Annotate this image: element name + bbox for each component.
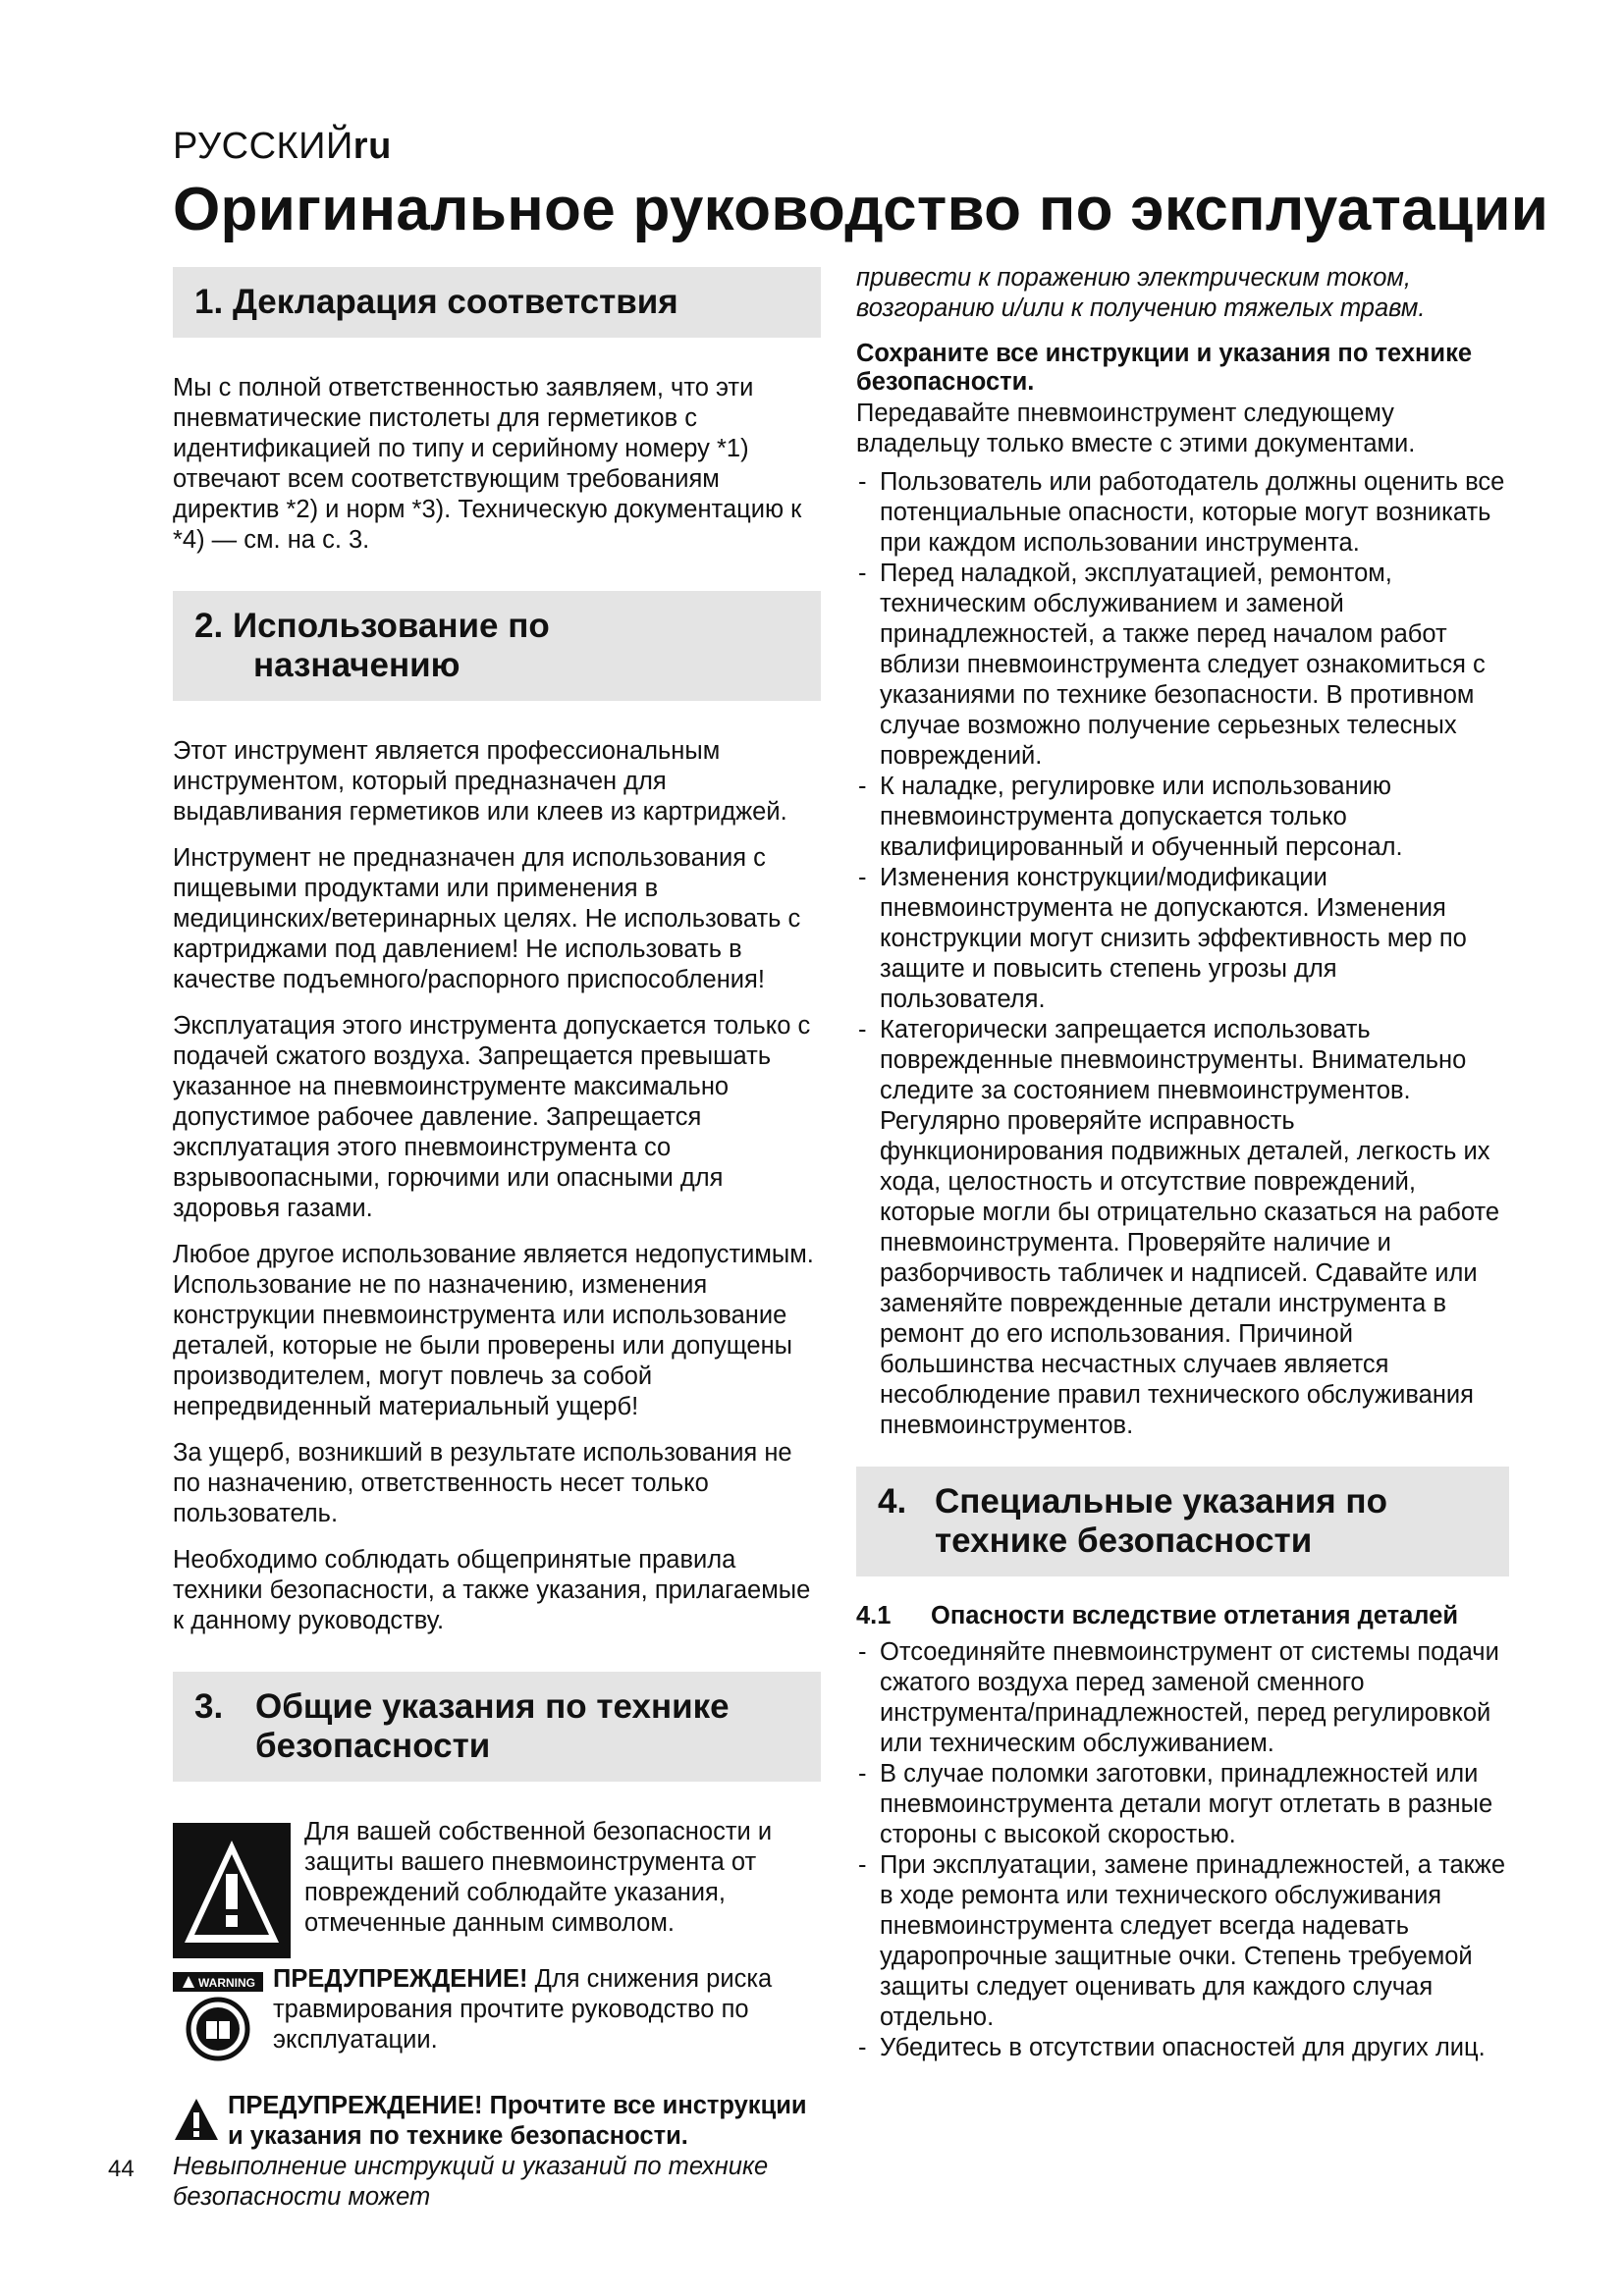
language-label: РУССКИЙ (173, 126, 353, 167)
subsection-title: Опасности вследствие отлетания деталей (931, 1602, 1459, 1629)
list-item: - При эксплуатации, замене принадлежностей, а также в ходе ремонта или технического обслуживания пневмоинструмента следует всегда надевать ударопрочные защитные очки. Степень требуемой защиты следует оценивать для каждого случая отдельно. (856, 1850, 1509, 2033)
warning-body: Для снижения риска травмирования прочтите руководство по эксплуатации. (273, 1965, 773, 2054)
warning-bold: ПРЕДУПРЕЖДЕНИЕ! (273, 1965, 528, 1993)
subsection-number: 4.1 (856, 1602, 892, 1629)
warning-triangle-icon (173, 2097, 220, 2142)
list-item: - Пользователь или работодатель должны оценить все потенциальные опасности, которые могут возникать при каждом использовании инструмента. (856, 467, 1509, 559)
section-title: Общие указания по технике безопасности (255, 1687, 730, 1765)
section-2-heading (173, 591, 821, 701)
symbol-explanation: Для вашей собственной безопасности и защиты вашего пневмоинструмента от повреждений соблюдайте указания, отмеченные данным символом. (304, 1818, 773, 1937)
section-number: 4. (878, 1482, 907, 1521)
warning-continuation: привести к поражению электрическим током, возгоранию и/или к получению тяжелых травм. (856, 264, 1426, 322)
section-title-line1: Использование по (232, 607, 550, 645)
page-number: 44 (108, 2156, 135, 2182)
paragraph: Любое другое использование является недопустимым. Использование не по назначению, изменения конструкции пневмоинструмента или использование деталей, которые не были проверены или допущены производителем, могут повлечь за собой непредвиденный материальный ущерб! (173, 1241, 814, 1420)
section-number: 1. (194, 283, 224, 321)
read-manual-warning (173, 1964, 821, 2071)
section-number: 2. (194, 607, 224, 645)
list-item: - К наладке, регулировке или использованию пневмоинструмента допускается только квалифицированный и обученный персонал. (856, 772, 1509, 863)
safety-symbol-note (173, 1817, 821, 1958)
paragraph: Инструмент не предназначен для использования с пищевыми продуктами или применения в медицинских/ветеринарных целях. Не использовать с картриджами под давлением! Не использовать в качестве подъемного/распорного приспособления! (173, 844, 801, 993)
warning-bold: ПРЕДУПРЕЖДЕНИЕ! Прочтите все инструкции и указания по технике безопасности. (228, 2092, 807, 2150)
subsection-4-1-heading (856, 1602, 1509, 1629)
paragraph: Этот инструмент является профессиональным инструментом, который предназначен для выдавливания герметиков или клеев из картриджей. (173, 737, 787, 826)
section-1-heading (173, 267, 821, 338)
list-item: - Перед наладкой, эксплуатацией, ремонтом, техническим обслуживанием и заменой принадлежностей, а также перед началом работ вблизи пневмоинструмента следует ознакомиться с указаниями по технике безопасности. В противном случае возможно получение серьезных телесных повреждений. (856, 559, 1509, 772)
language-header (173, 126, 392, 168)
warning-label: WARNING (198, 1976, 255, 1990)
section-number: 3. (194, 1687, 224, 1726)
list-item: - В случае поломки заготовки, принадлежностей или пневмоинструмента детали могут отлетать в разные стороны с высокой скоростью. (856, 1759, 1509, 1850)
warning-text (173, 1964, 821, 2056)
section-3-heading (173, 1672, 821, 1782)
read-manual-icon (173, 1972, 263, 2062)
section-4-heading (856, 1467, 1509, 1576)
safety-list (856, 467, 1509, 1441)
paragraph: Эксплуатация этого инструмента допускается только с подачей сжатого воздуха. Запрещается превышать указанное на пневмоинструменте максимально допустимое рабочее давление. Запрещается эксплуатация этого пневмоинструмента со взрывоопасными, горючими или опасными для здоровья газами. (173, 1012, 811, 1222)
left-column (173, 267, 821, 2228)
keep-instructions-heading: Сохраните все инструкции и указания по технике безопасности. (856, 340, 1473, 396)
language-code: ru (352, 126, 392, 167)
list-item: - Изменения конструкции/модификации пневмоинструмента не допускаются. Изменения конструкции могут снизить эффективность мер по защите и повысить степень угрозы для пользователя. (856, 863, 1509, 1015)
warning-italic: Невыполнение инструкций и указаний по технике безопасности может (173, 2153, 769, 2211)
warning-triangle-icon (173, 1823, 291, 1958)
section-title-line2: назначению (253, 646, 460, 684)
keep-instructions-text: Передавайте пневмоинструмент следующему владельцу только вместе с этими документами. (856, 400, 1416, 457)
section-title: Специальные указания по технике безопасности (935, 1482, 1387, 1560)
page-title: Оригинальное руководство по эксплуатации (173, 176, 1549, 243)
paragraph: За ущерб, возникший в результате использования не по назначению, ответственность несет только пользователь. (173, 1439, 792, 1527)
list-item: - Отсоединяйте пневмоинструмент от системы подачи сжатого воздуха перед заменой сменного инструмента/принадлежностей, перед регулировкой или техническим обслуживанием. (856, 1637, 1509, 1759)
instructions-warning (173, 2091, 821, 2213)
section-title: Декларация соответствия (232, 283, 678, 321)
warning-text (173, 2091, 821, 2213)
paragraph: Необходимо соблюдать общепринятые правила техники безопасности, а также указания, прилагаемые к данному руководству. (173, 1546, 811, 1634)
declaration-text: Мы с полной ответственностью заявляем, что эти пневматические пистолеты для герметиков с идентификацией по типу и серийному номеру *1) отвечают всем соответствующим требованиям директив *2) и норм *3). Техническую документацию к *4) — см. на с. 3. (173, 374, 802, 554)
right-column (856, 263, 1509, 2063)
list-item: - Убедитесь в отсутствии опасностей для других лиц. (856, 2033, 1509, 2063)
flying-parts-list (856, 1637, 1509, 2063)
list-item: - Категорически запрещается использовать поврежденные пневмоинструменты. Внимательно следите за состоянием пневмоинструментов. Регулярно проверяйте исправность функционирования подвижных деталей, легкость их хода, целостность и отсутствие повреждений, которые могли бы отрицательно сказаться на работе пневмоинструмента. Проверяйте наличие и разборчивость табличек и надписей. Сдавайте или заменяйте поврежденные детали инструмента в ремонт до его использования. Причиной большинства несчастных случаев является несоблюдение правил технического обслуживания пневмоинструментов. (856, 1015, 1509, 1441)
